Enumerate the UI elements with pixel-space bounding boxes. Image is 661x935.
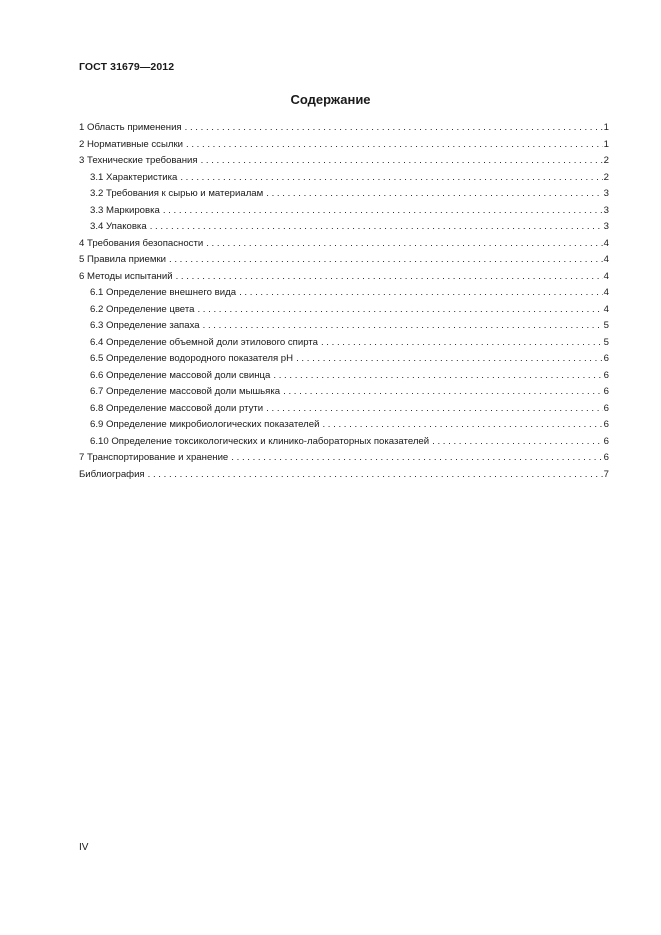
toc-entry[interactable] bbox=[79, 219, 609, 236]
toc-entry[interactable] bbox=[79, 318, 609, 335]
toc-entry[interactable] bbox=[79, 269, 609, 286]
toc-entry-label: 6.2 Определение цвета bbox=[90, 303, 195, 315]
toc-entry[interactable] bbox=[79, 252, 609, 269]
toc-dot-leader bbox=[296, 351, 603, 368]
toc-entry[interactable] bbox=[79, 120, 609, 137]
toc-entry-label: 6.5 Определение водородного показателя рН bbox=[90, 353, 294, 364]
toc-dot-leader bbox=[206, 236, 602, 253]
toc-entry-page: 1 bbox=[603, 138, 609, 150]
toc-entry[interactable] bbox=[79, 302, 609, 319]
toc-entry-label: 3.1 Характеристика bbox=[90, 171, 178, 183]
toc-entry[interactable] bbox=[79, 153, 609, 170]
document-header: ГОСТ 31679—2012 bbox=[79, 61, 175, 73]
toc-entry-page: 6 bbox=[603, 369, 609, 381]
toc-dot-leader bbox=[197, 302, 602, 319]
toc-dot-leader bbox=[322, 417, 602, 434]
toc-entry[interactable] bbox=[79, 450, 609, 467]
toc-dot-leader bbox=[273, 368, 602, 385]
toc-entry-page: 3 bbox=[603, 221, 609, 232]
toc-entry[interactable] bbox=[79, 335, 609, 352]
toc-entry-label: 6.9 Определение микробиологических показателей bbox=[90, 419, 320, 430]
toc-entry-label: 1 Область применения bbox=[79, 122, 182, 133]
toc-dot-leader bbox=[185, 120, 603, 137]
toc-entry[interactable] bbox=[79, 368, 609, 385]
toc-entry-label: 3.3 Маркировка bbox=[90, 204, 160, 216]
toc-entry-label: Библиография bbox=[79, 468, 145, 480]
toc-entry-label: 6.1 Определение внешнего вида bbox=[90, 287, 237, 298]
toc-dot-leader bbox=[321, 335, 603, 352]
toc-dot-leader bbox=[176, 269, 603, 286]
toc-entry[interactable] bbox=[79, 186, 609, 203]
toc-entry-label: 2 Нормативные ссылки bbox=[79, 138, 184, 150]
toc-dot-leader bbox=[203, 318, 603, 335]
toc-entry-page: 4 bbox=[603, 303, 609, 315]
toc-title: Содержание bbox=[290, 92, 371, 107]
toc-entry[interactable] bbox=[79, 434, 609, 451]
toc-entry[interactable] bbox=[79, 401, 609, 418]
toc-entry-label: 6.10 Определение токсикологических и клинико-лабораторных показателей bbox=[90, 435, 430, 447]
toc-dot-leader bbox=[169, 252, 603, 269]
toc-entry-label: 6.4 Определение объемной доли этилового спирта bbox=[90, 336, 318, 348]
toc-dot-leader bbox=[163, 203, 603, 220]
toc-entry[interactable] bbox=[79, 170, 609, 187]
toc-entry-label: 4 Требования безопасности bbox=[79, 237, 204, 249]
toc-entry-page: 6 bbox=[603, 386, 609, 397]
toc-entry-page: 4 bbox=[603, 237, 609, 249]
toc-entry-label: 6 Методы испытаний bbox=[79, 270, 173, 282]
toc-entry-page: 5 bbox=[603, 336, 609, 348]
toc-dot-leader bbox=[266, 186, 602, 203]
toc-entry-label: 7 Транспортирование и хранение bbox=[79, 452, 229, 463]
toc-entry-label: 6.7 Определение массовой доли мышьяка bbox=[90, 386, 281, 397]
toc-dot-leader bbox=[239, 285, 603, 302]
toc-dot-leader bbox=[186, 137, 603, 154]
toc-entry[interactable] bbox=[79, 351, 609, 368]
toc-entry-page: 7 bbox=[603, 468, 609, 480]
toc-entry-page: 3 bbox=[603, 188, 609, 199]
toc-entry-label: 6.6 Определение массовой доли свинца bbox=[90, 369, 271, 381]
toc-entry-page: 6 bbox=[603, 435, 609, 447]
toc-dot-leader bbox=[148, 467, 603, 484]
toc-entry[interactable] bbox=[79, 236, 609, 253]
toc-entry-page: 2 bbox=[603, 155, 609, 166]
toc-dot-leader bbox=[231, 450, 602, 467]
toc-entry[interactable] bbox=[79, 137, 609, 154]
toc-entry-label: 5 Правила приемки bbox=[79, 254, 166, 265]
toc-entry-page: 6 bbox=[603, 402, 609, 414]
page-number: IV bbox=[79, 842, 89, 853]
toc-entry-page: 6 bbox=[603, 452, 609, 463]
toc-entry-page: 4 bbox=[603, 287, 609, 298]
toc-entry[interactable] bbox=[79, 203, 609, 220]
toc-dot-leader bbox=[432, 434, 603, 451]
toc-entry[interactable] bbox=[79, 467, 609, 484]
toc-entry-page: 1 bbox=[603, 122, 609, 133]
toc-entry-label: 3.4 Упаковка bbox=[90, 221, 147, 232]
toc-entry-label: 6.8 Определение массовой доли ртути bbox=[90, 402, 264, 414]
toc-dot-leader bbox=[180, 170, 602, 187]
toc-dot-leader bbox=[150, 219, 603, 236]
toc-entry-page: 6 bbox=[603, 419, 609, 430]
toc-entry-page: 2 bbox=[603, 171, 609, 183]
table-of-contents bbox=[79, 120, 609, 483]
toc-entry-label: 3 Технические требования bbox=[79, 155, 198, 166]
toc-entry-page: 6 bbox=[603, 353, 609, 364]
toc-entry-label: 6.3 Определение запаха bbox=[90, 320, 200, 331]
toc-entry-page: 4 bbox=[603, 254, 609, 265]
toc-entry-page: 4 bbox=[603, 270, 609, 282]
toc-entry[interactable] bbox=[79, 384, 609, 401]
toc-entry-page: 5 bbox=[603, 320, 609, 331]
toc-dot-leader bbox=[201, 153, 603, 170]
toc-entry-page: 3 bbox=[603, 204, 609, 216]
toc-dot-leader bbox=[283, 384, 603, 401]
toc-entry[interactable] bbox=[79, 417, 609, 434]
toc-entry[interactable] bbox=[79, 285, 609, 302]
toc-dot-leader bbox=[266, 401, 602, 418]
toc-entry-label: 3.2 Требования к сырью и материалам bbox=[90, 188, 264, 199]
